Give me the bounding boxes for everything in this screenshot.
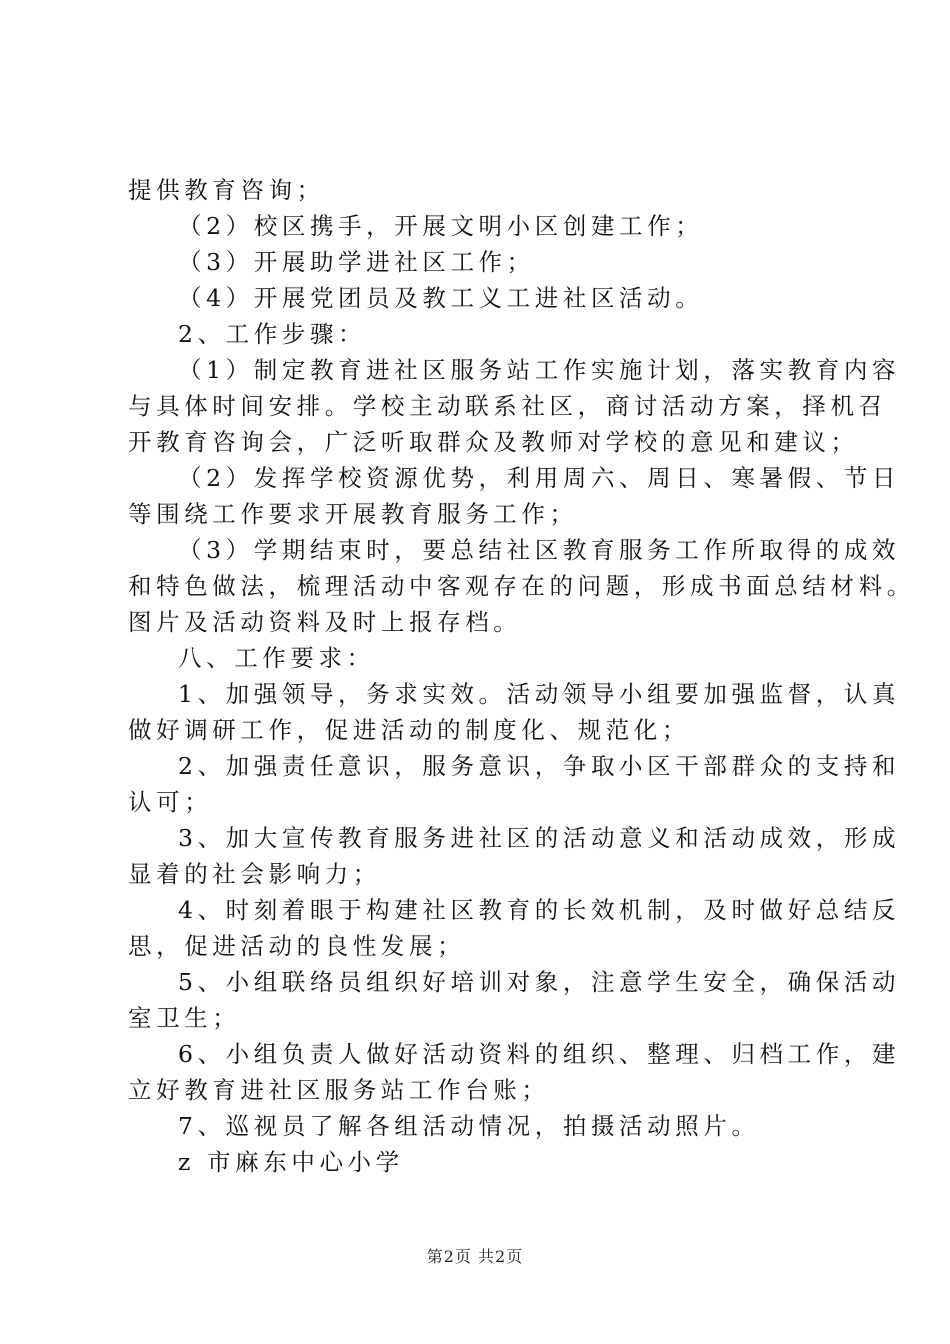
- paragraph-line: 立好教育进社区服务站工作台账；: [128, 1076, 550, 1104]
- paragraph-line: （3）开展助学进社区工作；: [178, 248, 535, 276]
- paragraph-line: 认可；: [128, 788, 213, 816]
- paragraph-line: 提供教育咨询；: [128, 176, 325, 204]
- section-heading: 八、工作要求：: [178, 644, 375, 672]
- section-heading: 2、工作步骤：: [178, 320, 367, 348]
- paragraph-line: 与具体时间安排。学校主动联系社区，商讨活动方案，择机召: [128, 392, 887, 420]
- paragraph-line: 1、加强领导，务求实效。活动领导小组要加强监督，认真: [178, 680, 901, 708]
- paragraph-line: （3）学期结束时，要总结社区教育服务工作所取得的成效: [178, 536, 901, 564]
- paragraph-line: 2、加强责任意识，服务意识，争取小区干部群众的支持和: [178, 752, 901, 780]
- paragraph-line: 5、小组联络员组织好培训对象，注意学生安全，确保活动: [178, 968, 901, 996]
- paragraph-line: 4、时刻着眼于构建社区教育的长效机制，及时做好总结反: [178, 896, 901, 924]
- paragraph-line: 3、加大宣传教育服务进社区的活动意义和活动成效，形成: [178, 824, 901, 852]
- signature-line: z 市麻东中心小学: [178, 1148, 404, 1176]
- paragraph-line: 显着的社会影响力；: [128, 860, 381, 888]
- paragraph-line: （2）发挥学校资源优势，利用周六、周日、寒暑假、节日: [178, 464, 901, 492]
- paragraph-line: 室卫生；: [128, 1004, 241, 1032]
- paragraph-line: 和特色做法，梳理活动中客观存在的问题，形成书面总结材料。: [128, 572, 915, 600]
- paragraph-line: 7、巡视员了解各组活动情况，拍摄活动照片。: [178, 1112, 760, 1140]
- paragraph-line: 做好调研工作，促进活动的制度化、规范化；: [128, 716, 690, 744]
- document-body: [128, 172, 915, 1180]
- paragraph-line: 6、小组负责人做好活动资料的组织、整理、归档工作，建: [178, 1040, 901, 1068]
- paragraph-line: 等围绕工作要求开展教育服务工作；: [128, 500, 578, 528]
- page-footer: 第2页 共2页: [426, 1247, 524, 1266]
- paragraph-line: （2）校区携手，开展文明小区创建工作；: [178, 212, 704, 240]
- paragraph-line: 开教育咨询会，广泛听取群众及教师对学校的意见和建议；: [128, 428, 859, 456]
- paragraph-line: 图片及活动资料及时上报存档。: [128, 608, 522, 636]
- paragraph-line: 思，促进活动的良性发展；: [128, 932, 466, 960]
- paragraph-line: （4）开展党团员及教工义工进社区活动。: [178, 284, 704, 312]
- paragraph-line: （1）制定教育进社区服务站工作实施计划，落实教育内容: [178, 356, 901, 384]
